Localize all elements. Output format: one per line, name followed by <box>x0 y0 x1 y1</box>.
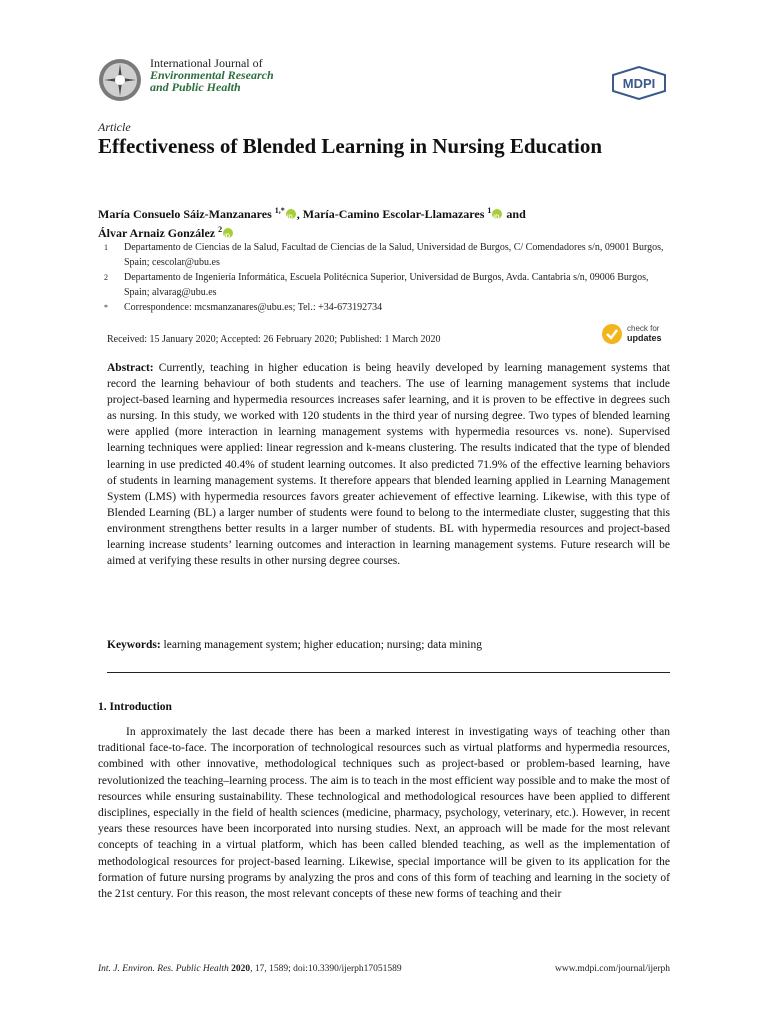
footer-citation <box>98 964 402 974</box>
section-heading: 1. Introduction <box>98 701 172 713</box>
journal-name-line3: and Public Health <box>150 80 241 94</box>
abstract <box>107 360 670 569</box>
author-name: Álvar Arnaiz González <box>98 226 216 240</box>
affiliation-list <box>98 240 668 315</box>
affiliation-text: Correspondence: mcsmanzanares@ubu.es; Tel.: +34-673192734 <box>124 302 383 313</box>
abstract-label: Abstract: <box>107 362 154 374</box>
keywords <box>107 639 670 651</box>
affiliation-mark: 1 <box>104 243 108 252</box>
keywords-text: learning management system; higher education; nursing; data mining <box>160 639 482 651</box>
author-affil-mark: 1 <box>487 206 492 215</box>
author-list: María Consuelo Sáiz-Manzanares $^{1,*}$iD , María-Camino Escolar-Llamazares $^1$iD and Álvar Arnaiz González $^2$iD <box>98 203 658 241</box>
affiliation-text: Departamento de Ciencias de la Salud, Facultad de Ciencias de la Salud, Universidad de Burgos, C/ Comendadores s/n, 09001 Burgos, Spain; cescolar@ubu.es <box>124 242 664 268</box>
article-type: Article <box>98 120 131 134</box>
journal-name <box>150 57 274 93</box>
affiliation-item <box>98 240 668 270</box>
author-name: María Consuelo Sáiz-Manzanares <box>98 207 272 221</box>
footer-journal: Int. J. Environ. Res. Public Health <box>98 964 229 974</box>
orcid-icon[interactable] <box>223 228 233 238</box>
abstract-text: Currently, teaching in higher education is being heavily developed by learning management systems that record the learning behaviour of both students and teachers. The use of learning management systems that include project-based learning and hypermedia resources increases safer learning, and it is proven to be effective in degrees such as nursing. In this study, we worked with 120 students in the third year of nursing degree. Two types of blended learning were applied (more interaction in learning management systems with hypermedia resources vs. none). Supervised learning techniques were applied: linear regression and k-means clustering. The results indicated that the type of blended learning in use predicted 40.4% of student learning outcomes. It also predicted 71.9% of the effective learning behaviors of students in learning management systems. It therefore appears that blended learning applied in Learning Management System (LMS) with hypermedia resources favors greater achievement of effective learning. Likewise, with this type of Blended Learning (BL) a larger number of students were found to belong to the intermediate cluster, suggesting that this environment strengthens better results in a larger number of students. BL with hypermedia resources and project-based learning increase students’ learning outcomes and interaction in learning management systems. Future research will be aimed at verifying these results in other nursing degree courses. <box>107 362 670 568</box>
paper-title: Effectiveness of Blended Learning in Nursing Education <box>98 134 603 158</box>
orcid-icon[interactable] <box>492 209 502 219</box>
check-updates-icon <box>601 323 623 345</box>
check-for-updates-button[interactable] <box>601 322 671 348</box>
section-body: In approximately the last decade there has been a marked interest in investigating ways of teaching other than traditional face-to-face. The incorporation of technological resources such as virtual platforms and hypermedia resources, combined with other innovative, methodological techniques such as project-based or problem-based learning, have revolutionized the teaching–learning process. The aim is to teach in the most efficient way possible and to make the most of resources while ensuring sustainability. These technological and methodological resources have been applied to different disciplines, especially in the field of health sciences (medicine, pharmacy, psychology, veterinary, etc.). However, in recent years these resources have been incorporated into nursing studies. Next, an approach will be made for the most relevant concepts of teaching in a virtual platform, which has been called blended teaching, as well as the implementation of methodological resources for project-based learning. Likewise, special importance will be given to its application for the formation of future nursing programs by analyzing the pros and cons of this form of teaching and learning in the society of the 21st century. For this reason, the most relevant concepts of these new forms of teaching and their <box>98 726 670 901</box>
keywords-label: Keywords: <box>107 639 161 651</box>
footer-year: 2020 <box>231 964 251 974</box>
check-updates-line1: check for <box>627 324 660 333</box>
author-affil-mark: 2 <box>218 225 223 234</box>
footer-url[interactable]: www.mdpi.com/journal/ijerph <box>555 964 670 974</box>
affiliation-mark: * <box>104 303 108 312</box>
journal-name-line1: International Journal of <box>150 56 263 70</box>
mdpi-logo-icon <box>610 66 668 100</box>
author-affil-mark: 1,* <box>274 206 285 215</box>
affiliation-item <box>98 270 668 300</box>
affiliation-item <box>98 300 668 315</box>
divider <box>107 672 670 673</box>
publication-dates: Received: 15 January 2020; Accepted: 26 February 2020; Published: 1 March 2020 <box>107 334 441 345</box>
affiliation-text: Departamento de Ingeniería Informática, Escuela Politécnica Superior, Universidad de Burgos, Avda. Cantabria s/n, 09006 Burgos, Spain; alvarag@ubu.es <box>124 272 649 298</box>
journal-name-line2: Environmental Research <box>150 68 274 82</box>
orcid-icon[interactable] <box>286 209 296 219</box>
author-name: María-Camino Escolar-Llamazares <box>302 207 485 221</box>
journal-logo-icon <box>98 58 142 102</box>
author-conjunction: and <box>506 207 526 221</box>
svg-text:MDPI: MDPI <box>622 76 656 91</box>
check-updates-line2: updates <box>627 333 662 343</box>
affiliation-mark: 2 <box>104 273 108 282</box>
footer-doi: , 17, 1589; doi:10.3390/ijerph17051589 <box>250 964 402 974</box>
